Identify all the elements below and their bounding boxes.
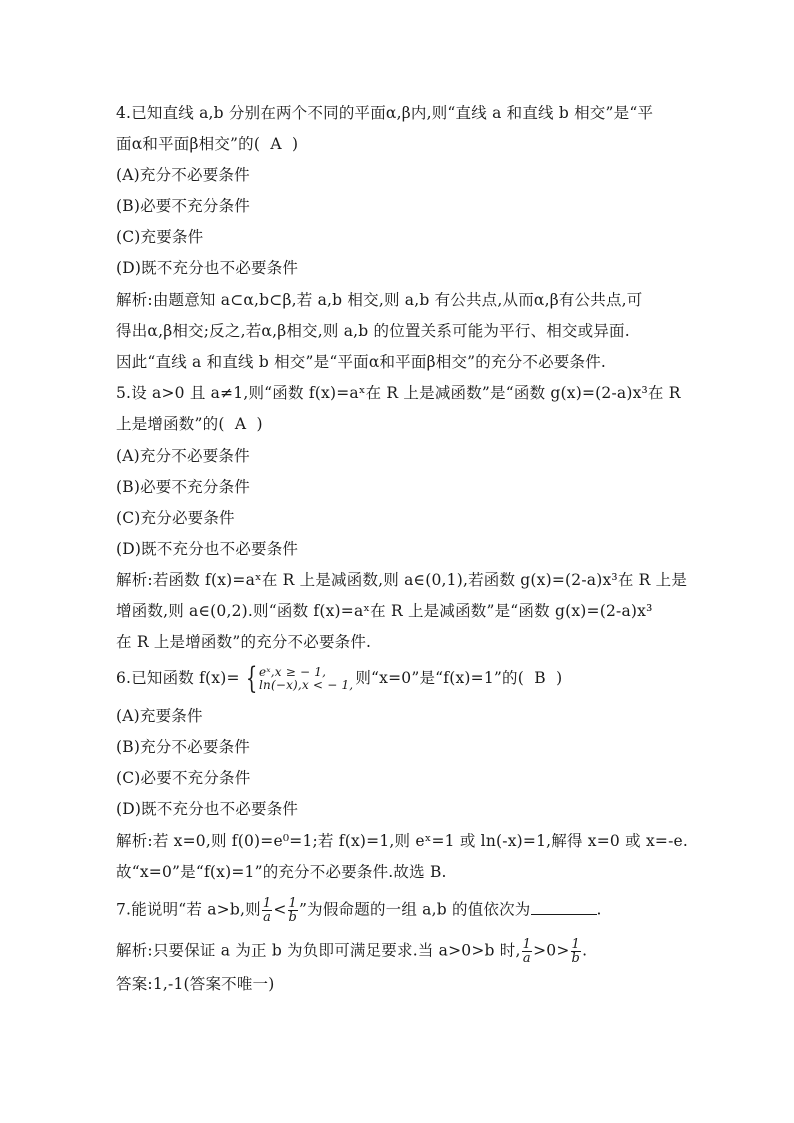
fraction-one-over-b: $\frac{1}{b}$ bbox=[288, 896, 298, 925]
less-than-sign: < bbox=[273, 900, 287, 919]
inequality-chain: >0> bbox=[533, 941, 570, 960]
piecewise-case-1: eˣ,x ≥ − 1, bbox=[258, 665, 327, 679]
q4-analysis-line1: 解析:由题意知 a⊂α,b⊂β,若 a,b 相交,则 a,b 有公共点,从而α,β有公共点,可 bbox=[116, 291, 643, 309]
q4-option-b: (B)必要不充分条件 bbox=[116, 197, 250, 215]
q7-analysis bbox=[116, 938, 587, 965]
fraction-one-over-b: $\frac{1}{b}$ bbox=[571, 937, 581, 966]
piecewise-case-2: ln(−x),x < − 1, bbox=[258, 678, 354, 692]
answer-blank bbox=[531, 900, 597, 915]
q7-analysis-end: . bbox=[582, 941, 588, 960]
piecewise-function bbox=[242, 661, 354, 696]
q6-option-d: (D)既不充分也不必要条件 bbox=[116, 800, 299, 818]
q5-analysis-line3: 在 R 上是增函数”的充分不必要条件. bbox=[116, 633, 372, 651]
q5-option-a: (A)充分不必要条件 bbox=[116, 447, 250, 465]
q7-stem-mid: ”为假命题的一组 a,b 的值依次为 bbox=[299, 900, 531, 919]
q5-option-c: (C)充分必要条件 bbox=[116, 509, 235, 527]
q4-stem-line2: 面α和平面β相交”的( A ) bbox=[116, 135, 299, 153]
q6-stem-suffix: 则“x=0”是“f(x)=1”的( B ) bbox=[355, 669, 563, 687]
q6-option-c: (C)必要不充分条件 bbox=[116, 769, 251, 787]
q6-analysis-line1: 解析:若 x=0,则 f(0)=e⁰=1;若 f(x)=1,则 eˣ=1 或 ln(-x)=1,解得 x=0 或 x=-e. bbox=[116, 832, 689, 850]
q6-stem bbox=[116, 661, 563, 696]
q4-option-a: (A)充分不必要条件 bbox=[116, 166, 250, 184]
q7-stem-prefix: 7.能说明“若 a>b,则 bbox=[116, 900, 261, 919]
q4-option-d: (D)既不充分也不必要条件 bbox=[116, 259, 299, 277]
brace-symbol: { bbox=[245, 661, 258, 696]
q6-analysis-line2: 故“x=0”是“f(x)=1”的充分不必要条件.故选 B. bbox=[116, 863, 447, 881]
q6-option-b: (B)充分不必要条件 bbox=[116, 738, 250, 756]
q5-stem-line2: 上是增函数”的( A ) bbox=[116, 415, 263, 433]
q5-option-b: (B)必要不充分条件 bbox=[116, 478, 250, 496]
q7-analysis-prefix: 解析:只要保证 a 为正 b 为负即可满足要求.当 a>0>b 时, bbox=[116, 941, 521, 960]
q4-stem-line1: 4.已知直线 a,b 分别在两个不同的平面α,β内,则“直线 a 和直线 b 相交”是“平 bbox=[116, 104, 654, 122]
q7-stem-end: . bbox=[596, 900, 602, 919]
fraction-one-over-a: $\frac{1}{a}$ bbox=[522, 937, 532, 966]
q6-stem-prefix: 6.已知函数 f(x)= bbox=[116, 669, 240, 687]
q5-analysis-line1: 解析:若函数 f(x)=aˣ在 R 上是减函数,则 a∈(0,1),若函数 g(x)=(2-a)x³在 R 上是 bbox=[116, 571, 688, 589]
q4-option-c: (C)充要条件 bbox=[116, 228, 204, 246]
q5-analysis-line2: 增函数,则 a∈(0,2).则“函数 f(x)=aˣ在 R 上是减函数”是“函数 g(x)=(2-a)x³ bbox=[116, 602, 653, 620]
q7-answer: 答案:1,-1(答案不唯一) bbox=[116, 975, 275, 993]
q6-option-a: (A)充要条件 bbox=[116, 707, 203, 725]
q5-option-d: (D)既不充分也不必要条件 bbox=[116, 540, 299, 558]
q4-analysis-line3: 因此“直线 a 和直线 b 相交”是“平面α和平面β相交”的充分不必要条件. bbox=[116, 353, 607, 371]
fraction-one-over-a: $\frac{1}{a}$ bbox=[262, 896, 272, 925]
q5-stem-line1: 5.设 a>0 且 a≠1,则“函数 f(x)=aˣ在 R 上是减函数”是“函数 g(x)=(2-a)x³在 R bbox=[116, 384, 681, 402]
piecewise-cases bbox=[259, 666, 353, 692]
q7-stem bbox=[116, 897, 602, 924]
q4-analysis-line2: 得出α,β相交;反之,若α,β相交,则 a,b 的位置关系可能为平行、相交或异面. bbox=[116, 322, 630, 340]
